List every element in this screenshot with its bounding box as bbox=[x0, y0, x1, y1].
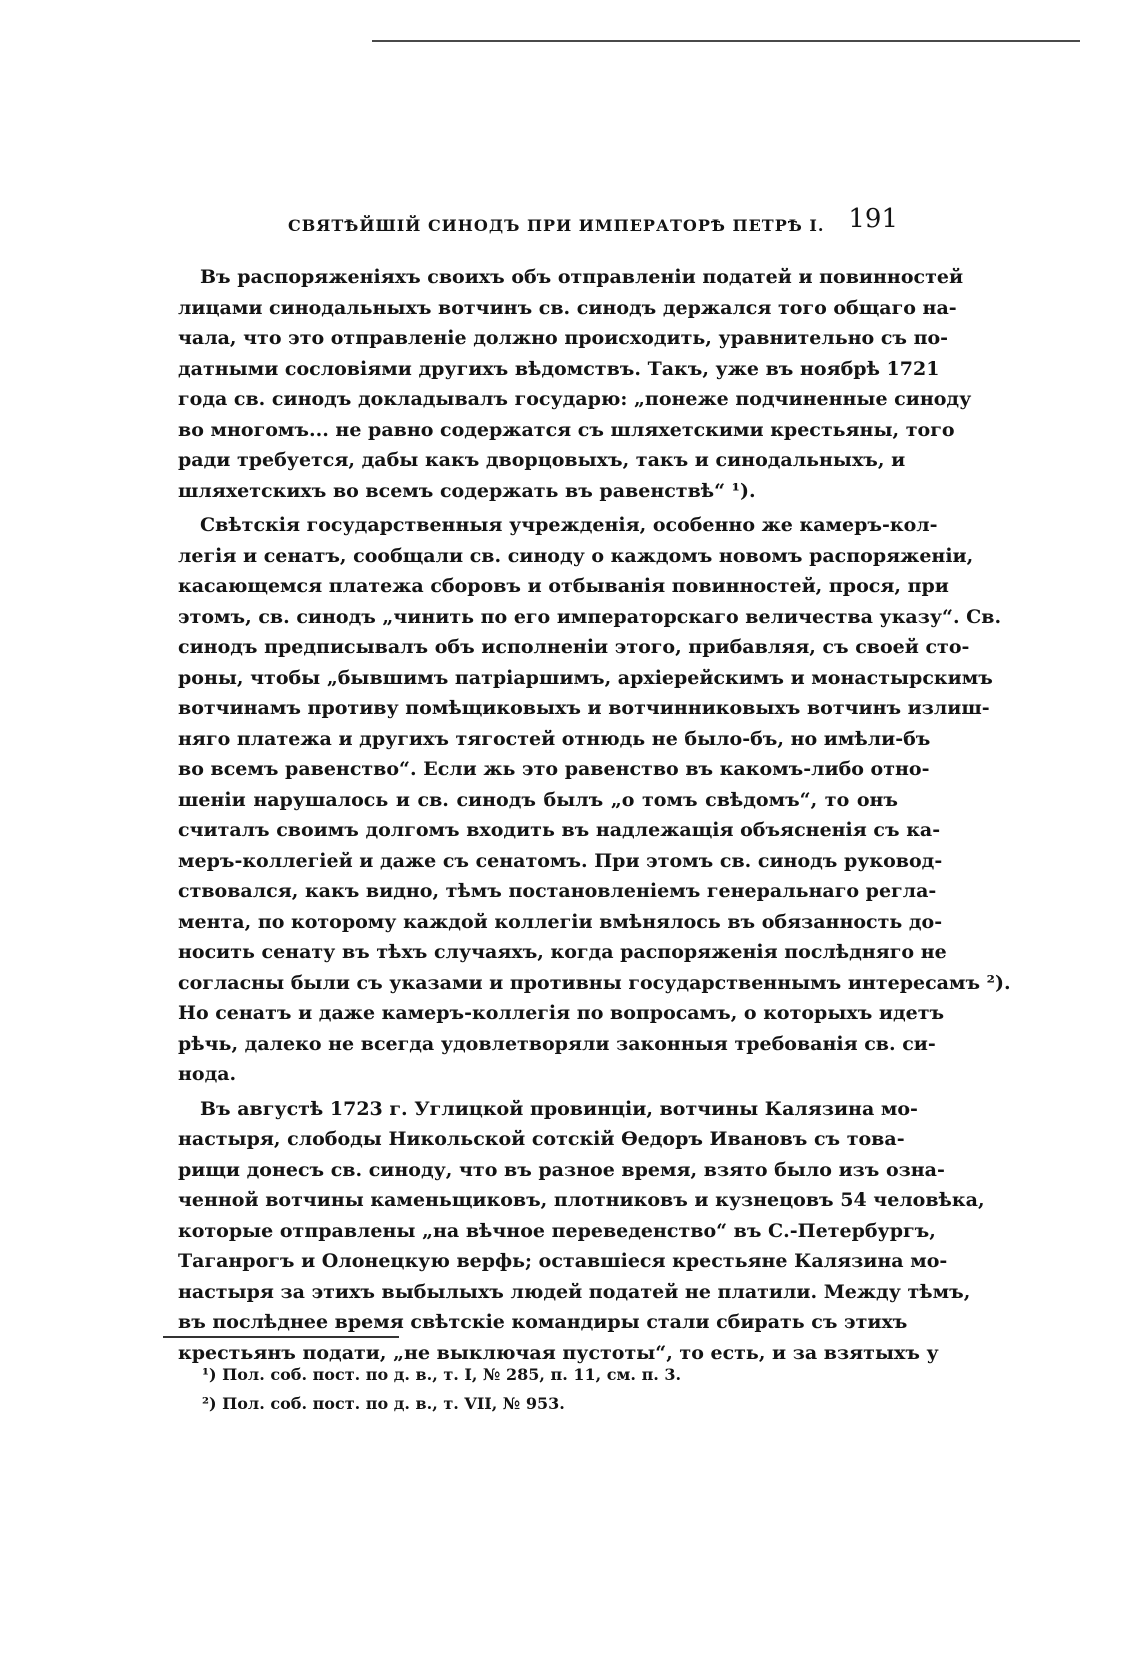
text-line: Но сенатъ и даже камеръ-коллегія по вопросамъ, о которыхъ идетъ bbox=[178, 1002, 945, 1024]
footnote-divider bbox=[163, 1336, 399, 1338]
footnote-1: ¹) Пол. соб. пост. по д. в., т. I, № 285, п. 11, см. п. 3. bbox=[202, 1365, 682, 1384]
page-header bbox=[178, 204, 898, 244]
text-line: няго платежа и другихъ тягостей отнюдь не было-бъ, но имѣли-бъ bbox=[178, 727, 931, 750]
text-line: касающемся платежа сборовъ и отбыванія повинностей, прося, при bbox=[178, 575, 949, 597]
text-line: которые отправлены „на вѣчное переведенство“ въ С.-Петербургъ, bbox=[178, 1219, 936, 1242]
paragraph-1 bbox=[178, 262, 972, 506]
text-line: во всемъ равенство“. Если жь это равенство въ какомъ-либо отно- bbox=[178, 758, 930, 780]
text-line: Свѣтскія государственныя учрежденія, особенно же камеръ-кол- bbox=[200, 514, 938, 536]
text-line: нода. bbox=[178, 1063, 237, 1085]
text-line: легія и сенатъ, сообщали св. синоду о каждомъ новомъ распоряженіи, bbox=[178, 544, 974, 567]
text-line: считалъ своимъ долгомъ входить въ надлежащія объясненія съ ка- bbox=[178, 819, 941, 841]
text-line: вотчинамъ противу помѣщиковыхъ и вотчинниковыхъ вотчинъ излиш- bbox=[178, 697, 990, 719]
text-line: шляхетскихъ во всемъ содержать въ равенствѣ“ ¹). bbox=[178, 479, 756, 502]
text-line: мента, по которому каждой коллегіи вмѣнялось въ обязанность до- bbox=[178, 910, 943, 933]
text-line: года св. синодъ докладывалъ государю: „понеже подчиненные синоду bbox=[178, 388, 972, 410]
text-line: носить сенату въ тѣхъ случаяхъ, когда распоряженія послѣдняго не bbox=[178, 941, 947, 963]
text-line: роны, чтобы „бывшимъ патріаршимъ, архіерейскимъ и монастырскимъ bbox=[178, 666, 993, 689]
text-line: настыря за этихъ выбылыхъ людей податей не платили. Между тѣмъ, bbox=[178, 1280, 971, 1303]
footnotes bbox=[202, 1360, 802, 1418]
paragraph-3 bbox=[178, 1094, 985, 1369]
text-line: меръ-коллегіей и даже съ сенатомъ. При этомъ св. синодъ руковод- bbox=[178, 849, 943, 872]
text-line: датными сословіями другихъ вѣдомствъ. Такъ, уже въ ноябрѣ 1721 bbox=[178, 357, 940, 380]
body-text bbox=[178, 262, 1011, 1368]
running-title: СВЯТѢЙШІЙ СИНОДЪ ПРИ ИМПЕРАТОРѢ ПЕТРѢ I. bbox=[288, 216, 825, 235]
text-line: крестьянъ подати, „не выключая пустоты“, то есть, и за взятыхъ у bbox=[178, 1341, 939, 1364]
text-line: шеніи нарушалось и св. синодъ былъ „о томъ свѣдомъ“, то онъ bbox=[178, 788, 898, 811]
text-line: рѣчь, далеко не всегда удовлетворяли законныя требованія св. си- bbox=[178, 1032, 936, 1055]
paragraph-2 bbox=[178, 510, 1011, 1090]
text-line: синодъ предписывалъ объ исполненіи этого, прибавляя, съ своей сто- bbox=[178, 636, 970, 658]
text-line: ствовался, какъ видно, тѣмъ постановленіемъ генеральнаго регла- bbox=[178, 880, 937, 902]
top-rule bbox=[372, 40, 1080, 42]
text-line: во многомъ... не равно содержатся съ шляхетскими крестьяны, того bbox=[178, 418, 955, 441]
text-line: чала, что это отправленіе должно происходить, уравнительно съ по- bbox=[178, 327, 949, 349]
text-line: этомъ, св. синодъ „чинить по его императорскаго величества указу“. Св. bbox=[178, 605, 1002, 628]
text-line: въ послѣднее время свѣтскіе командиры стали сбирать съ этихъ bbox=[178, 1311, 908, 1333]
text-line: ченной вотчины каменьщиковъ, плотниковъ и кузнецовъ 54 человѣка, bbox=[178, 1189, 985, 1211]
text-line: настыря, слободы Никольской сотскій Ѳедоръ Ивановъ съ това- bbox=[178, 1128, 905, 1150]
footnote-2: ²) Пол. соб. пост. по д. в., т. VII, № 953. bbox=[202, 1394, 565, 1413]
text-line: ради требуется, дабы какъ дворцовыхъ, такъ и синодальныхъ, и bbox=[178, 449, 906, 471]
text-line: лицами синодальныхъ вотчинъ св. синодъ держался того общаго на- bbox=[178, 296, 957, 319]
text-line: рищи донесъ св. синоду, что въ разное время, взято было изъ озна- bbox=[178, 1158, 945, 1181]
text-line: согласны были съ указами и противны государственнымъ интересамъ ²). bbox=[178, 971, 1011, 994]
text-line: Таганрогъ и Олонецкую верфь; оставшіеся крестьяне Калязина мо- bbox=[178, 1250, 948, 1272]
text-line: Въ августѣ 1723 г. Углицкой провинціи, вотчины Калязина мо- bbox=[200, 1097, 918, 1120]
page-number: 191 bbox=[848, 204, 898, 234]
text-line: Въ распоряженіяхъ своихъ объ отправленіи податей и повинностей bbox=[200, 266, 964, 288]
